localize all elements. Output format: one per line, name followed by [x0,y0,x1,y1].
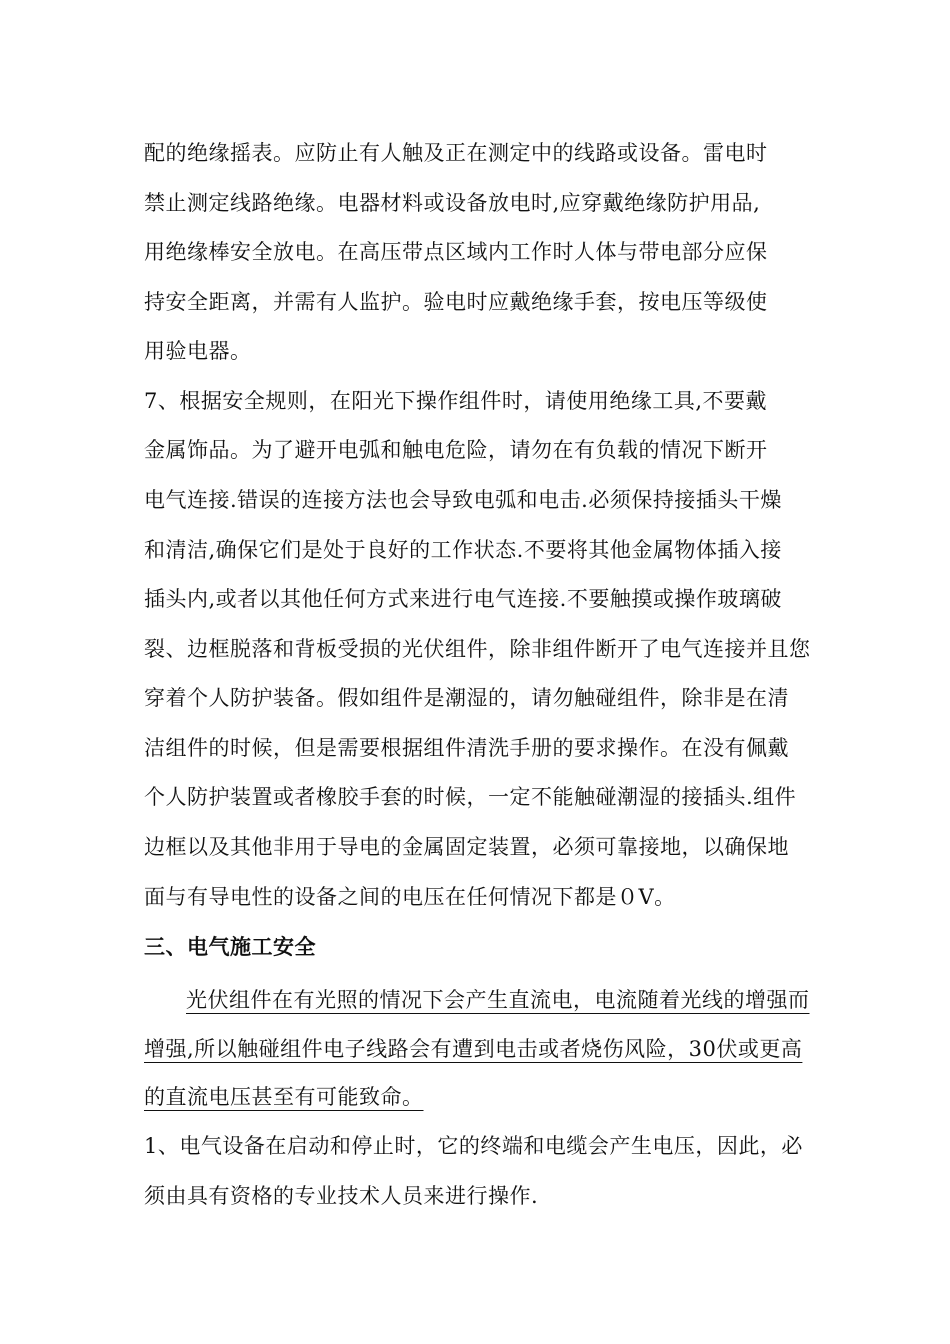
text-line: 面与有导电性的设备之间的电压在任何情况下都是０V。 [144,885,676,909]
text-line: 裂、边框脱落和背板受损的光伏组件，除非组件断开了电气连接并且您 [144,637,811,661]
text-line: 光伏组件在有光照的情况下会产生直流电，电流随着光线的增强而 [186,988,810,1012]
text-line: 和清洁,确保它们是处于良好的工作状态.不要将其他金属物体插入接 [144,538,782,562]
section-heading: 三、电气施工安全 [144,935,316,959]
text-line: 电气连接.错误的连接方法也会导致电弧和电击.必须保持接插头干燥 [144,488,782,512]
text-line: 增强,所以触碰组件电子线路会有遭到电击或者烧伤风险，30伏或更高 [144,1037,803,1061]
text-line: 穿着个人防护装备。假如组件是潮湿的，请勿触碰组件，除非是在清 [144,686,789,710]
text-line: 1、电气设备在启动和停止时，它的终端和电缆会产生电压，因此，必 [144,1134,803,1158]
text-line: 的直流电压甚至有可能致命。 [144,1085,424,1109]
text-line: 用绝缘棒安全放电。在高压带点区域内工作时人体与带电部分应保 [144,240,768,264]
text-line: 配的绝缘摇表。应防止有人触及正在测定中的线路或设备。雷电时 [144,141,768,165]
text-line: 个人防护装置或者橡胶手套的时候，一定不能触碰潮湿的接插头.组件 [144,785,797,809]
text-line: 持安全距离，并需有人监护。验电时应戴绝缘手套，按电压等级使 [144,290,768,314]
text-line: 洁组件的时候，但是需要根据组件清洗手册的要求操作。在没有佩戴 [144,736,789,760]
text-line: 须由具有资格的专业技术人员来进行操作. [144,1184,539,1208]
text-line: 用验电器。 [144,339,252,363]
text-line: 禁止测定线路绝缘。电器材料或设备放电时,应穿戴绝缘防护用品, [144,191,761,215]
text-line: 插头内,或者以其他任何方式来进行电气连接.不要触摸或操作玻璃破 [144,587,782,611]
text-line: 7、根据安全规则，在阳光下操作组件时，请使用绝缘工具,不要戴 [144,389,768,413]
text-line: 金属饰品。为了避开电弧和触电危险，请勿在有负载的情况下断开 [144,438,768,462]
text-line: 边框以及其他非用于导电的金属固定装置，必须可靠接地，以确保地 [144,835,789,859]
